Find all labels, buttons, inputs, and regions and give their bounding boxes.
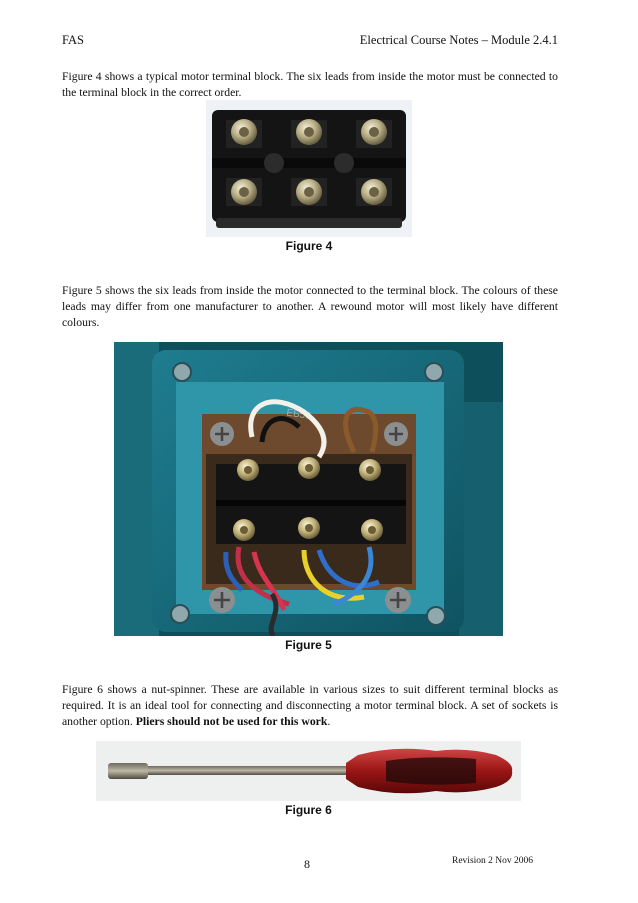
- paragraph-figure6-end: .: [327, 715, 331, 728]
- paragraph-intro-figure4: Figure 4 shows a typical motor terminal block. The six leads from inside the motor must be connected to the terminal block in the correct order.: [62, 70, 558, 99]
- paragraph-figure6: [62, 682, 558, 730]
- header-left: FAS: [62, 33, 85, 47]
- paragraph-figure5: Figure 5 shows the six leads from inside the motor connected to the terminal block. The colours of these leads may differ from one manufacturer to another. A rewound motor will most likely have different colours.: [62, 284, 558, 329]
- figure6-caption: Figure 6: [285, 803, 332, 817]
- figure5-caption: Figure 5: [285, 638, 332, 652]
- paragraph-figure6-text: Figure 6 shows a nut-spinner. These are available in various sizes to suit different terminal blocks as required. It is an ideal tool for connecting and disconnecting a motor terminal block. A set of sockets is another option.: [62, 683, 558, 728]
- figure6-image: [96, 741, 521, 801]
- revision-note: Revision 2 Nov 2006: [452, 856, 534, 866]
- figure5-stamp-text: ЕБ50: [285, 407, 312, 422]
- figure5-image: [114, 342, 503, 636]
- figure4-image: [206, 100, 412, 237]
- header-right: Electrical Course Notes – Module 2.4.1: [359, 33, 558, 47]
- page-number: 8: [304, 857, 310, 871]
- figure4-caption: Figure 4: [285, 239, 333, 253]
- paragraph-figure6-warning: Pliers should not be used for this work: [135, 715, 328, 728]
